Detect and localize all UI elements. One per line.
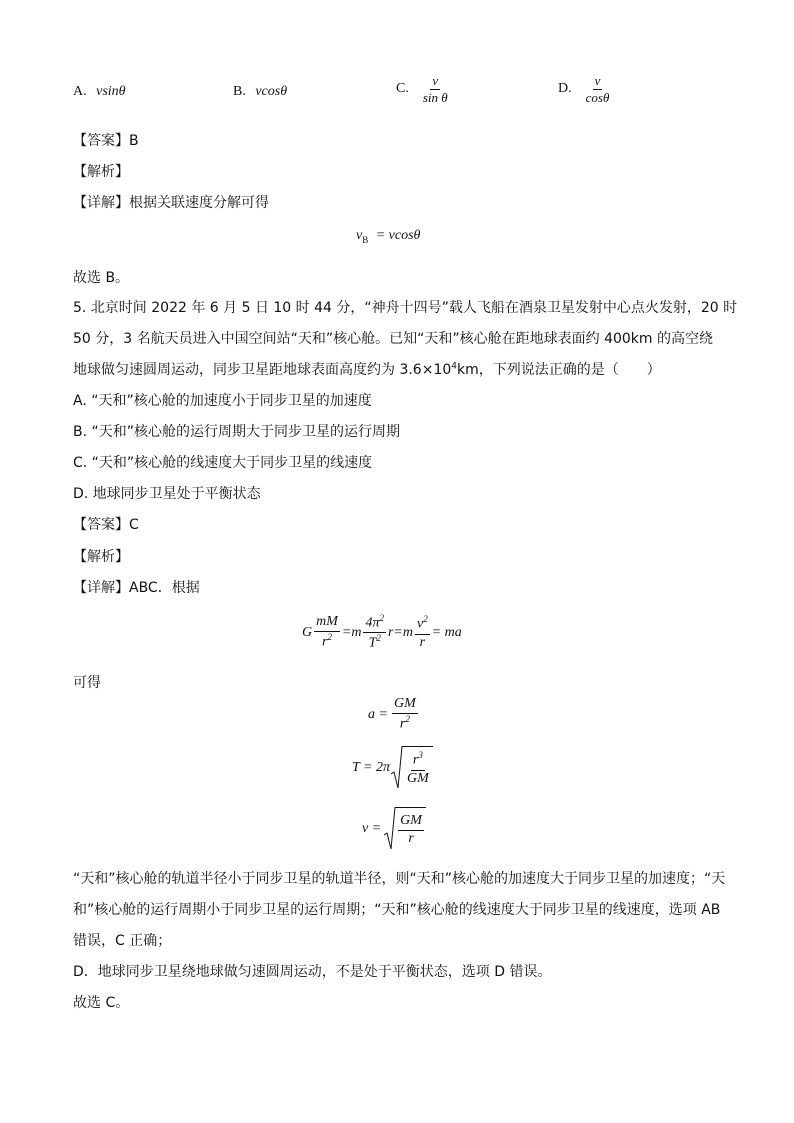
q5-detail: 【详解】ABC．根据: [73, 580, 200, 596]
formula-mid: r=m: [387, 624, 413, 640]
formula-term-1: [314, 615, 340, 650]
option-c: [396, 74, 450, 104]
formula-t-lhs: T = 2π: [352, 760, 390, 775]
option-c-denominator: sin θ: [422, 89, 448, 105]
formula-term-2-den-exp: 2: [376, 633, 381, 644]
formula-eq-1: =m: [341, 624, 362, 640]
formula-t-num: r: [412, 753, 419, 769]
option-b-label: B.: [233, 84, 246, 99]
q5-option-d: D. 地球同步卫星处于平衡状态: [73, 486, 261, 502]
formula-t-den: GM: [407, 770, 429, 786]
q5-answer: 【答案】C: [73, 517, 139, 533]
q5-main-formula: [302, 614, 462, 652]
formula-term-1-num: mM: [314, 615, 340, 632]
formula-term-1-exp: 2: [327, 632, 332, 643]
q4-formula-lhs: v: [356, 228, 363, 243]
option-a-expr: vsinθ: [96, 84, 126, 99]
q5-stem-line-2: 50 分，3 名航天员进入中国空间站“天和”核心舱。已知“天和”核心舱在距地球表面约 400km 的高空绕: [73, 331, 713, 347]
option-c-label: C.: [396, 81, 409, 97]
formula-term-2-num-exp: 2: [379, 613, 384, 623]
q5-option-b: B. “天和”核心舱的运行周期大于同步卫星的运行周期: [73, 424, 401, 440]
q5-explanation-line-4: D．地球同步卫星绕地球做匀速圆周运动，不是处于平衡状态，选项 D 错误。: [73, 964, 552, 980]
q5-stem-line-3-a: 地球做匀速圆周运动，同步卫星距地球表面高度约为 3.6×10: [73, 362, 452, 378]
formula-a-frac: [392, 697, 418, 732]
formula-term-3-den: r: [419, 634, 426, 650]
formula-term-2: [363, 614, 386, 652]
option-b: [233, 84, 287, 100]
formula-a-num: GM: [392, 697, 418, 714]
option-b-expr: vcosθ: [255, 84, 288, 99]
formula-a-lhs: a =: [368, 706, 388, 722]
q5-option-a: A. “天和”核心舱的加速度小于同步卫星的加速度: [73, 393, 372, 409]
formula-term-3-num: v: [417, 616, 424, 632]
formula-end: = ma: [431, 624, 462, 640]
q4-conclusion: 故选 B。: [73, 270, 130, 286]
option-c-numerator: v: [432, 73, 439, 88]
q5-stem-line-3-b: km，下列说法正确的是（ ）: [457, 362, 661, 378]
formula-t: [352, 746, 433, 790]
formula-v-lhs: v =: [362, 821, 382, 836]
q5-stem-line-3: [73, 359, 661, 379]
formula-t-num-exp: 3: [418, 750, 423, 761]
q5-stem-line-1: 5. 北京时间 2022 年 6 月 5 日 10 时 44 分，“神舟十四号”载人飞船在酒泉卫星发射中心点火发射，20 时: [73, 300, 738, 316]
option-a: [73, 84, 126, 100]
formula-term-3: [415, 615, 430, 650]
q5-explanation-line-3: 错误，C 正确；: [73, 933, 172, 949]
formula-term-2-den: T: [368, 636, 377, 651]
formula-v-den: r: [408, 830, 414, 846]
option-d-label: D.: [558, 81, 572, 97]
formula-g: G: [302, 624, 313, 640]
q4-analysis: 【解析】: [73, 164, 129, 180]
radical-sign-icon: [391, 746, 403, 790]
option-d-numerator: v: [594, 73, 601, 88]
q4-formula-sub: B: [362, 234, 369, 245]
q4-formula: [356, 228, 420, 245]
q4-formula-rhs: = vcosθ: [375, 228, 421, 243]
formula-a-den: r: [399, 716, 406, 732]
q5-explanation-line-2: 和”核心舱的运行周期小于同步卫星的运行周期；“天和”核心舱的线速度大于同步卫星的线速度，选项 AB: [73, 902, 721, 918]
formula-a-den-exp: 2: [405, 713, 410, 724]
option-d-denominator: cosθ: [585, 89, 610, 105]
option-d-fraction: [584, 74, 612, 104]
formula-v-frac: [398, 814, 424, 846]
option-c-fraction: [421, 74, 450, 104]
formula-term-1-den: r: [322, 634, 328, 650]
formula-v-sqrt: [384, 807, 426, 851]
q5-keyi: 可得: [73, 675, 101, 691]
radical-sign-icon: [384, 807, 396, 851]
formula-term-3-num-exp: 2: [423, 614, 428, 625]
q5-explanation-line-1: “天和”核心舱的轨道半径小于同步卫星的轨道半径，则“天和”核心舱的加速度大于同步卫星的加速度；“天: [73, 871, 726, 887]
option-a-label: A.: [73, 84, 87, 99]
formula-t-frac: [405, 751, 431, 786]
q5-option-c: C. “天和”核心舱的线速度大于同步卫星的线速度: [73, 455, 373, 471]
formula-v: [362, 807, 426, 851]
formula-term-2-num: 4π: [365, 615, 380, 631]
formula-t-sqrt: [391, 746, 433, 790]
option-d: [558, 74, 611, 104]
q5-analysis: 【解析】: [73, 549, 129, 565]
q4-answer: 【答案】B: [73, 133, 139, 149]
q5-stem-exponent: 4: [451, 361, 457, 372]
q4-detail: 【详解】根据关联速度分解可得: [73, 195, 269, 211]
formula-v-num: GM: [398, 814, 424, 831]
q5-conclusion: 故选 C。: [73, 995, 130, 1011]
formula-a: [368, 697, 418, 732]
